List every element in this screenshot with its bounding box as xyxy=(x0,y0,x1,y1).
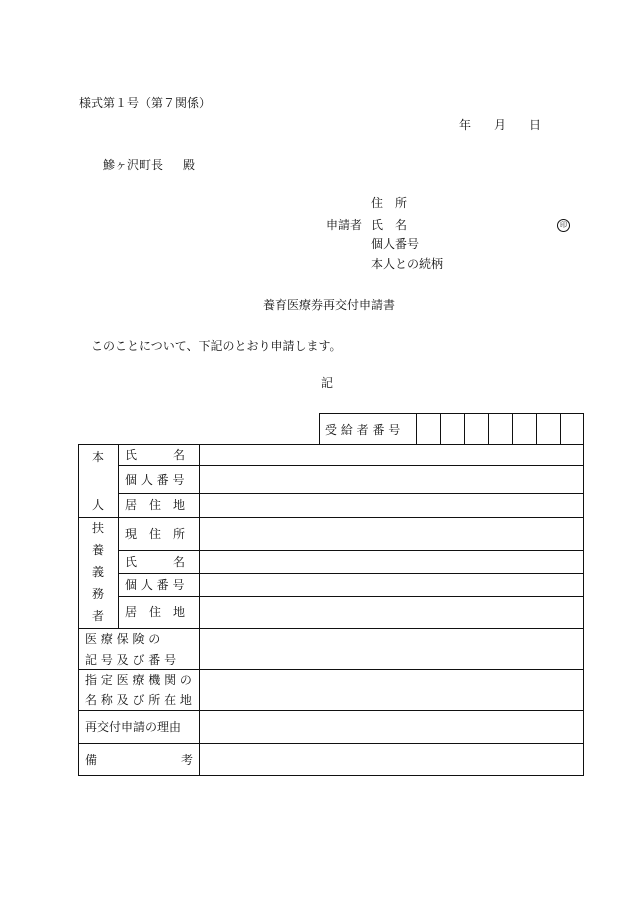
applicant-address-label: 住 所 xyxy=(371,196,408,210)
remarks-label-left: 備 xyxy=(85,753,98,767)
guardian-personal-number-label: 個 人 番 号 xyxy=(125,578,185,592)
guardian-current-address-label: 現 住 所 xyxy=(125,527,186,541)
principal-group-top: 本 xyxy=(92,450,105,464)
guardian-group-char: 扶 xyxy=(92,521,105,535)
applicant-relationship-label: 本人との続柄 xyxy=(371,257,444,271)
remarks-label-right: 考 xyxy=(181,753,194,767)
principal-group-bottom: 人 xyxy=(92,498,105,512)
applicant-name-label: 氏 名 xyxy=(371,218,408,232)
document-title: 養育医療券再交付申請書 xyxy=(263,298,396,312)
insurance-label-line1: 医 療 保 険 の xyxy=(85,632,161,646)
guardian-group-char: 者 xyxy=(92,609,105,623)
form-number: 様式第１号（第７関係） xyxy=(79,96,212,110)
body-text: このことについて、下記のとおり申請します。 xyxy=(91,339,342,353)
guardian-group-char: 務 xyxy=(92,587,105,601)
guardian-group-char: 義 xyxy=(92,565,105,579)
honorific: 殿 xyxy=(183,158,196,172)
guardian-name-label: 氏 名 xyxy=(125,555,186,569)
guardian-residence-label: 居 住 地 xyxy=(125,605,186,619)
seal-icon: 印 xyxy=(557,219,570,232)
applicant-personal-number-label: 個人番号 xyxy=(371,237,420,251)
recipient-number-label: 受 給 者 番 号 xyxy=(325,423,401,437)
date-day: 日 xyxy=(529,118,542,132)
applicant-label: 申請者 xyxy=(326,218,363,232)
date-month: 月 xyxy=(494,118,507,132)
institution-label-line1: 指 定 医 療 機 関 の xyxy=(85,673,192,687)
reason-label: 再交付申請の理由 xyxy=(85,720,182,734)
ki-heading: 記 xyxy=(321,376,334,390)
guardian-group-char: 養 xyxy=(92,543,105,557)
date-year: 年 xyxy=(459,118,472,132)
institution-label-line2: 名 称 及 び 所 在 地 xyxy=(85,693,192,707)
insurance-label-line2: 記 号 及 び 番 号 xyxy=(85,653,177,667)
seal-mark xyxy=(557,217,570,232)
addressee: 鰺ヶ沢町長 xyxy=(103,158,164,172)
principal-name-label: 氏 名 xyxy=(125,448,186,462)
principal-personal-number-label: 個 人 番 号 xyxy=(125,473,185,487)
principal-residence-label: 居 住 地 xyxy=(125,498,186,512)
